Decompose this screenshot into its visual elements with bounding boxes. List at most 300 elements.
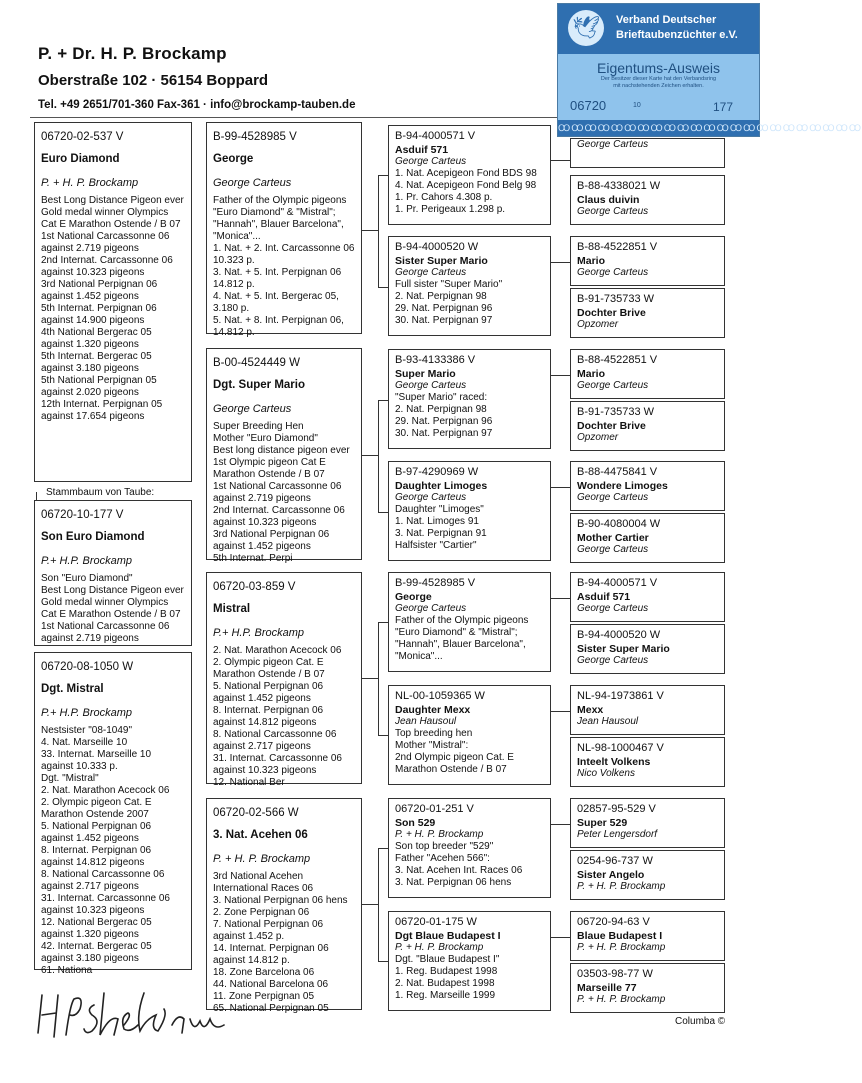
ring-number: NL-98-1000467 V: [577, 742, 664, 754]
performance-list: [395, 392, 544, 440]
performance-line: Mother "Mistral":: [395, 740, 469, 751]
ring-number: 02857-95-529 V: [577, 803, 656, 815]
performance-line: 3. Nat. Perpignan 06 hens: [395, 877, 512, 888]
performance-line: 5. National Perpignan 06: [213, 681, 324, 692]
performance-line: against 1.452 pigeons: [41, 291, 139, 302]
connector: [378, 175, 379, 287]
pigeon-name: Dgt Blaue Budapest I: [395, 930, 501, 942]
performance-line: 8. National Carcassonne 06: [213, 729, 337, 740]
performance-line: "Euro Diamond" & "Mistral";: [395, 627, 518, 638]
pigeon-name: Mexx: [577, 704, 604, 716]
great-grandparent-card: [570, 461, 725, 511]
breeder: P. + H. P. Brockamp: [213, 853, 311, 865]
performance-line: Nestsister "08-1049": [41, 725, 133, 736]
performance-line: against 1.452 pigeons: [41, 833, 139, 844]
handwritten-signature: [32, 985, 242, 1050]
performance-line: 65. National Perpignan 05: [213, 1003, 329, 1014]
grandparent-card: [388, 911, 551, 1011]
performance-line: 1. Nat. Acepigeon Fond BDS 98: [395, 168, 537, 179]
connector: [362, 904, 378, 905]
performance-list: [395, 168, 544, 216]
connector: [362, 230, 378, 231]
pigeon-name: Asduif 571: [577, 591, 631, 603]
performance-line: 1. Reg. Marseille 1999: [395, 990, 496, 1001]
connector: [551, 711, 570, 712]
performance-line: against 1.320 pigeons: [41, 339, 139, 350]
performance-line: 1st National Carcassonne 06: [213, 481, 342, 492]
ring-number: B-94-4000571 V: [395, 130, 476, 142]
ring-number: B-00-4524449 W: [213, 357, 300, 369]
ring-number: 06720-01-251 V: [395, 803, 474, 815]
pigeon-name: Mario: [577, 368, 606, 380]
breeder: George Carteus: [577, 206, 649, 217]
ring-number: B-88-4522851 V: [577, 241, 658, 253]
breeder: George Carteus: [577, 380, 649, 391]
performance-line: Best Long Distance Pigeon ever: [41, 585, 184, 596]
connector: [551, 824, 570, 825]
pedigree-dam-card: [34, 652, 192, 976]
performance-line: 8. National Carcassonne 06: [41, 869, 165, 880]
connector: [378, 400, 379, 512]
performance-line: Halfsister "Cartier": [395, 540, 477, 551]
connector: [551, 375, 570, 376]
breeder: George Carteus: [577, 492, 649, 503]
performance-line: 1. Pr. Cahors 4.308 p.: [395, 192, 493, 203]
breeder: Jean Hausoul: [395, 716, 457, 727]
breeder: George Carteus: [577, 655, 649, 666]
performance-line: 7. National Perpignan 06: [213, 919, 324, 930]
performance-line: 2. Nat. Perpignan 98: [395, 291, 487, 302]
performance-line: 3. Nat. Perpignan 91: [395, 528, 487, 539]
performance-line: 10.323 p.: [213, 255, 255, 266]
performance-line: Mother "Euro Diamond": [213, 433, 318, 444]
performance-line: against 10.323 pigeons: [213, 517, 317, 528]
breeder: George Carteus: [395, 380, 467, 391]
performance-line: Cat E Marathon Ostende / B 07: [41, 219, 181, 230]
performance-line: 1. Nat. Limoges 91: [395, 516, 479, 527]
pigeon-name: Mother Cartier: [577, 532, 649, 544]
ring-number: B-90-4080004 W: [577, 518, 661, 530]
performance-line: Marathon Ostende / B 07: [395, 764, 507, 775]
connector: [551, 487, 570, 488]
dove-icon: 🕊: [568, 10, 604, 46]
pigeon-name: Dochter Brive: [577, 420, 646, 432]
breeder: P. + H. P. Brockamp: [577, 881, 666, 892]
breeder: P.+ H.P. Brockamp: [213, 627, 305, 639]
performance-line: against 1.452 p.: [213, 931, 285, 942]
connector: [378, 512, 388, 513]
performance-line: Marathon Ostende 2007: [41, 809, 149, 820]
great-grandparent-card: [570, 911, 725, 961]
breeder: Jean Hausoul: [577, 716, 639, 727]
connector: [378, 961, 388, 962]
great-grandparent-card: [570, 138, 725, 168]
performance-list: [213, 645, 355, 789]
performance-line: 2nd Internat. Carcassonne 06: [41, 255, 173, 266]
performance-line: Dgt. "Blaue Budapest I": [395, 954, 500, 965]
connector: [378, 848, 388, 849]
breeder-address: Oberstraße 102 · 56154 Boppard: [38, 72, 269, 89]
performance-list: [213, 195, 355, 339]
performance-list: [395, 615, 544, 663]
performance-line: Father of the Olympic pigeons: [395, 615, 529, 626]
performance-line: 2. Nat. Perpignan 98: [395, 404, 487, 415]
sire-card: [206, 122, 362, 338]
performance-line: 30. Nat. Perpignan 97: [395, 315, 493, 326]
performance-line: "Euro Diamond" & "Mistral";: [213, 207, 336, 218]
grandparent-card: [388, 572, 551, 672]
ring-number: B-88-4475841 V: [577, 466, 658, 478]
performance-line: against 14.812 p.: [213, 955, 290, 966]
great-grandparent-card: [570, 685, 725, 735]
ring-number: 06720-01-175 W: [395, 916, 477, 928]
great-grandparent-card: [570, 624, 725, 674]
performance-line: 2nd Olympic pigeon Cat. E: [395, 752, 514, 763]
performance-line: against 2.717 pigeons: [213, 741, 311, 752]
performance-line: Gold medal winner Olympics: [41, 207, 169, 218]
performance-line: against 3.180 pigeons: [41, 363, 139, 374]
performance-line: 14. Internat. Perpignan 06: [213, 943, 329, 954]
pigeon-name: Son Euro Diamond: [41, 531, 145, 543]
performance-line: 8. Internat. Perpignan 06: [213, 705, 324, 716]
performance-line: against 17.654 pigeons: [41, 411, 145, 422]
performance-list: [395, 841, 544, 889]
performance-line: 3. Nat. Acehen Int. Races 06: [395, 865, 523, 876]
performance-list: [41, 195, 185, 423]
breeder: George Carteus: [577, 544, 649, 555]
pigeon-name: Mistral: [213, 603, 251, 615]
pigeon-name: Daughter Mexx: [395, 704, 471, 716]
performance-line: against 2.717 pigeons: [41, 881, 139, 892]
pigeon-name: Blaue Budapest I: [577, 930, 663, 942]
performance-line: Marathon Ostende / B 07: [213, 469, 325, 480]
performance-line: 4th National Bergerac 05: [41, 327, 152, 338]
performance-line: Gold medal winner Olympics: [41, 597, 169, 608]
performance-list: [395, 504, 544, 552]
great-grandparent-card: [570, 572, 725, 622]
dam-card: [206, 348, 362, 564]
pigeon-name: Marseille 77: [577, 982, 637, 994]
performance-line: 4. Nat. Marseille 10: [41, 737, 128, 748]
grandparent-card: [388, 125, 551, 225]
ring-number: B-93-4133386 V: [395, 354, 476, 366]
pigeon-name: Daughter Limoges: [395, 480, 488, 492]
ring-number: B-99-4528985 V: [395, 577, 476, 589]
ring-number: 06720-94-63 V: [577, 916, 650, 928]
performance-line: 5. National Perpignan 06: [41, 821, 152, 832]
performance-line: Father "Acehen 566":: [395, 853, 490, 864]
org-line-1: Verband Deutscher: [616, 14, 717, 26]
breeder: George Carteus: [395, 603, 467, 614]
performance-line: against 10.323 pigeons: [41, 267, 145, 278]
performance-line: against 1.320 pigeons: [41, 929, 139, 940]
pigeon-name: Claus duivin: [577, 194, 640, 206]
header-rule: [30, 117, 560, 118]
performance-line: against 14.812 pigeons: [213, 717, 317, 728]
performance-line: against 10.323 pigeons: [41, 905, 145, 916]
performance-line: Full sister "Super Mario": [395, 279, 503, 290]
performance-line: 18. Zone Barcelona 06: [213, 967, 315, 978]
performance-line: 2. Nat. Marathon Acecock 06: [213, 645, 342, 656]
performance-line: 29. Nat. Perpignan 96: [395, 416, 493, 427]
grandparent-card: [388, 685, 551, 785]
breeder: George Carteus: [213, 177, 292, 189]
performance-line: 2. Olympic pigeon Cat. E: [41, 797, 152, 808]
performance-line: 30. Nat. Perpignan 97: [395, 428, 493, 439]
connector: [551, 937, 570, 938]
performance-line: 5. Nat. + 8. Int. Perpignan 06,: [213, 315, 344, 326]
breeder: P. + H. P. Brockamp: [395, 942, 484, 953]
performance-line: "Super Mario" raced:: [395, 392, 488, 403]
performance-line: 2. Nat. Budapest 1998: [395, 978, 495, 989]
performance-line: 29. Nat. Perpignan 96: [395, 303, 493, 314]
ownership-card-header: [558, 4, 759, 54]
pigeon-name: Super 529: [577, 817, 628, 829]
ring-number: B-99-4528985 V: [213, 131, 297, 143]
ring-number: B-97-4290969 W: [395, 466, 479, 478]
performance-line: against 2.719 pigeons: [213, 493, 311, 504]
performance-line: against 2.719 pigeons: [41, 243, 139, 254]
performance-line: 3rd National Perpignan 06: [213, 529, 330, 540]
performance-line: 1. Pr. Perigeaux 1.298 p.: [395, 204, 506, 215]
pigeon-name: Inteelt Volkens: [577, 756, 651, 768]
sire-card: [206, 572, 362, 788]
performance-line: 3. Nat. + 5. Int. Perpignan 06: [213, 267, 342, 278]
ring-number: B-88-4338021 W: [577, 180, 661, 192]
ring-number: B-91-735733 W: [577, 406, 655, 418]
performance-line: 12. National Ber: [213, 777, 285, 788]
breeder: P. + H. P. Brockamp: [395, 829, 484, 840]
org-line-2: Brieftaubenzüchter e.V.: [616, 29, 738, 41]
connector: [551, 262, 570, 263]
great-grandparent-card: [570, 513, 725, 563]
connector: [362, 455, 378, 456]
performance-line: 1. Reg. Budapest 1998: [395, 966, 498, 977]
performance-line: 14.812 p.: [213, 279, 255, 290]
ownership-card-note-2: mit nachstehenden Zeichen erhalten.: [613, 83, 704, 89]
pigeon-name: Asduif 571: [395, 144, 449, 156]
performance-line: International Races 06: [213, 883, 314, 894]
performance-line: 5th National Perpignan 05: [41, 375, 157, 386]
pigeon-name: Sister Angelo: [577, 869, 645, 881]
grandparent-card: [388, 798, 551, 898]
pigeon-name: Dochter Brive: [577, 307, 646, 319]
performance-line: 3rd National Perpignan 06: [41, 279, 158, 290]
grandparent-card: [388, 461, 551, 561]
performance-list: [395, 728, 544, 776]
great-grandparent-card: [570, 236, 725, 286]
performance-line: 33. Internat. Marseille 10: [41, 749, 152, 760]
stammbaum-label: Stammbaum von Taube:: [46, 487, 155, 498]
performance-line: 2nd Internat. Carcassonne 06: [213, 505, 345, 516]
performance-line: 11. Zone Perpignan 05: [213, 991, 315, 1002]
great-grandparent-card: [570, 288, 725, 338]
ring-number: 03503-98-77 W: [577, 968, 653, 980]
breeder-name: P. + Dr. H. P. Brockamp: [38, 44, 227, 63]
connector: [378, 175, 388, 176]
performance-line: against 1.452 pigeons: [213, 693, 311, 704]
ownership-card-serial: 177: [713, 100, 734, 114]
breeder: P.+ H.P. Brockamp: [41, 555, 133, 567]
performance-line: 1st National Carcassonne 06: [41, 231, 170, 242]
pigeon-name: Dgt. Mistral: [41, 683, 104, 695]
pigeon-name: Wondere Limoges: [577, 480, 668, 492]
performance-line: Son top breeder "529": [395, 841, 494, 852]
pigeon-name: George: [395, 591, 432, 603]
connector: [378, 848, 379, 961]
breeder: Opzomer: [577, 319, 619, 330]
breeder: George Carteus: [577, 139, 649, 150]
performance-line: 5th Internat. Perpi: [213, 553, 293, 564]
ring-number: B-88-4522851 V: [577, 354, 658, 366]
great-grandparent-card: [570, 349, 725, 399]
performance-line: "Monica"...: [395, 651, 443, 662]
pedigree-subject-card: [34, 122, 192, 482]
performance-line: "Hannah", Blauer Barcelona",: [395, 639, 526, 650]
pigeon-name: 3. Nat. Acehen 06: [213, 829, 308, 841]
ownership-card-title: Eigentums-Ausweis: [597, 60, 720, 76]
ownership-card-note-1: Der Besitzer dieser Karte hat den Verbandsring: [600, 76, 717, 82]
connector: [378, 287, 388, 288]
performance-line: 42. Internat. Bergerac 05: [41, 941, 152, 952]
breeder: George Carteus: [395, 492, 467, 503]
breeder: Opzomer: [577, 432, 619, 443]
pigeon-name: Dgt. Super Mario: [213, 379, 306, 391]
breeder: Peter Lengersdorf: [577, 829, 658, 840]
performance-line: 44. National Barcelona 06: [213, 979, 329, 990]
performance-line: 31. Internat. Carcassonne 06: [41, 893, 170, 904]
performance-line: Best Long Distance Pigeon ever: [41, 195, 184, 206]
ownership-card-year: 10: [633, 102, 641, 109]
performance-list: [41, 725, 185, 977]
performance-line: 5th Internat. Perpignan 06: [41, 303, 157, 314]
performance-line: 31. Internat. Carcassonne 06: [213, 753, 342, 764]
performance-line: Dgt. "Mistral": [41, 773, 99, 784]
grandparent-card: [388, 236, 551, 336]
performance-list: [213, 421, 355, 565]
ownership-card: [557, 3, 862, 137]
connector: [551, 598, 570, 599]
breeder: George Carteus: [213, 403, 292, 415]
breeder-contact: Tel. +49 2651/701-360 Fax-361 · info@brockamp-tauben.de: [38, 99, 356, 111]
pedigree-subject-card: [34, 500, 192, 646]
performance-line: 2. Nat. Marathon Acecock 06: [41, 785, 170, 796]
performance-line: 8. Internat. Perpignan 06: [41, 845, 152, 856]
performance-line: Son "Euro Diamond": [41, 573, 133, 584]
performance-list: [41, 573, 185, 645]
performance-line: 12. National Bergerac 05: [41, 917, 152, 928]
breeder: George Carteus: [395, 267, 467, 278]
ring-number: 06720-02-566 W: [213, 807, 299, 819]
performance-line: Father of the Olympic pigeons: [213, 195, 347, 206]
performance-line: Marathon Ostende / B 07: [213, 669, 325, 680]
performance-line: 14.812 p.: [213, 327, 255, 338]
ownership-card-number: 06720: [570, 98, 607, 113]
connector: [378, 735, 388, 736]
ring-number: 06720-10-177 V: [41, 509, 124, 521]
great-grandparent-card: [570, 401, 725, 451]
performance-line: 3rd National Acehen: [213, 871, 304, 882]
performance-line: 1st National Carcassonne 06: [41, 621, 170, 632]
connector: [551, 160, 570, 161]
columba-credit: Columba ©: [675, 1016, 726, 1027]
performance-line: against 14.812 pigeons: [41, 857, 145, 868]
breeder: George Carteus: [395, 156, 467, 167]
performance-line: 5th Internat. Bergerac 05: [41, 351, 152, 362]
performance-line: against 10.333 p.: [41, 761, 118, 772]
breeder: P. + H. P. Brockamp: [577, 942, 666, 953]
connector: [378, 622, 379, 735]
performance-line: against 2.020 pigeons: [41, 387, 139, 398]
pigeon-name: Son 529: [395, 817, 436, 829]
performance-line: "Hannah", Blauer Barcelona",: [213, 219, 344, 230]
grandparent-card: [388, 349, 551, 449]
breeder: Nico Volkens: [577, 768, 635, 779]
great-grandparent-card: [570, 963, 725, 1013]
ring-number: B-94-4000520 W: [395, 241, 479, 253]
pigeon-name: Euro Diamond: [41, 153, 120, 165]
performance-line: 1st Olympic pigeon Cat E: [213, 457, 326, 468]
dam-card: [206, 798, 362, 1014]
ring-number: 06720-03-859 V: [213, 581, 296, 593]
ring-number: 0254-96-737 W: [577, 855, 653, 867]
pigeon-name: George: [213, 153, 254, 165]
performance-line: 4. Nat. Acepigeon Fond Belg 98: [395, 180, 537, 191]
ring-number: B-91-735733 W: [577, 293, 655, 305]
ring-number: NL-00-1059365 W: [395, 690, 485, 702]
performance-list: [395, 279, 544, 327]
pigeon-name: Sister Super Mario: [395, 255, 488, 267]
performance-line: Daughter "Limoges": [395, 504, 484, 515]
performance-line: Best long distance pigeon ever: [213, 445, 350, 456]
ownership-card-pattern: ꝎꝎꝎꝎꝎꝎꝎꝎꝎꝎꝎꝎꝎꝎꝎꝎꝎꝎꝎꝎꝎꝎꝎ: [558, 120, 759, 136]
performance-line: against 2.719 pigeons: [41, 633, 139, 644]
breeder: George Carteus: [577, 267, 649, 278]
great-grandparent-card: [570, 798, 725, 848]
great-grandparent-card: [570, 737, 725, 787]
connector: [378, 400, 388, 401]
performance-line: 1. Nat. + 2. Int. Carcassonne 06: [213, 243, 355, 254]
ring-number: NL-94-1973861 V: [577, 690, 664, 702]
great-grandparent-card: [570, 850, 725, 900]
connector: [378, 622, 388, 623]
performance-line: against 1.452 pigeons: [213, 541, 311, 552]
pigeon-name: Sister Super Mario: [577, 643, 670, 655]
performance-line: 2. Zone Perpignan 06: [213, 907, 310, 918]
ring-number: 06720-08-1050 W: [41, 661, 134, 673]
performance-line: 2. Olympic pigeon Cat. E: [213, 657, 324, 668]
performance-list: [395, 954, 544, 1002]
performance-line: against 14.900 pigeons: [41, 315, 145, 326]
ring-number: B-94-4000571 V: [577, 577, 658, 589]
pigeon-name: Super Mario: [395, 368, 456, 380]
performance-line: 3. National Perpignan 06 hens: [213, 895, 348, 906]
performance-line: 61. Nationa: [41, 965, 93, 976]
great-grandparent-card: [570, 175, 725, 225]
performance-line: Top breeding hen: [395, 728, 473, 739]
ring-number: 06720-02-537 V: [41, 131, 124, 143]
performance-line: "Monica"...: [213, 231, 261, 242]
performance-line: against 3.180 pigeons: [41, 953, 139, 964]
performance-line: 3.180 p.: [213, 303, 250, 314]
connector: [362, 678, 378, 679]
performance-line: Super Breeding Hen: [213, 421, 304, 432]
breeder: P. + H. P. Brockamp: [41, 177, 139, 189]
ring-number: B-94-4000520 W: [577, 629, 661, 641]
breeder: P.+ H.P. Brockamp: [41, 707, 133, 719]
performance-line: against 10.323 pigeons: [213, 765, 317, 776]
performance-line: Cat E Marathon Ostende / B 07: [41, 609, 181, 620]
